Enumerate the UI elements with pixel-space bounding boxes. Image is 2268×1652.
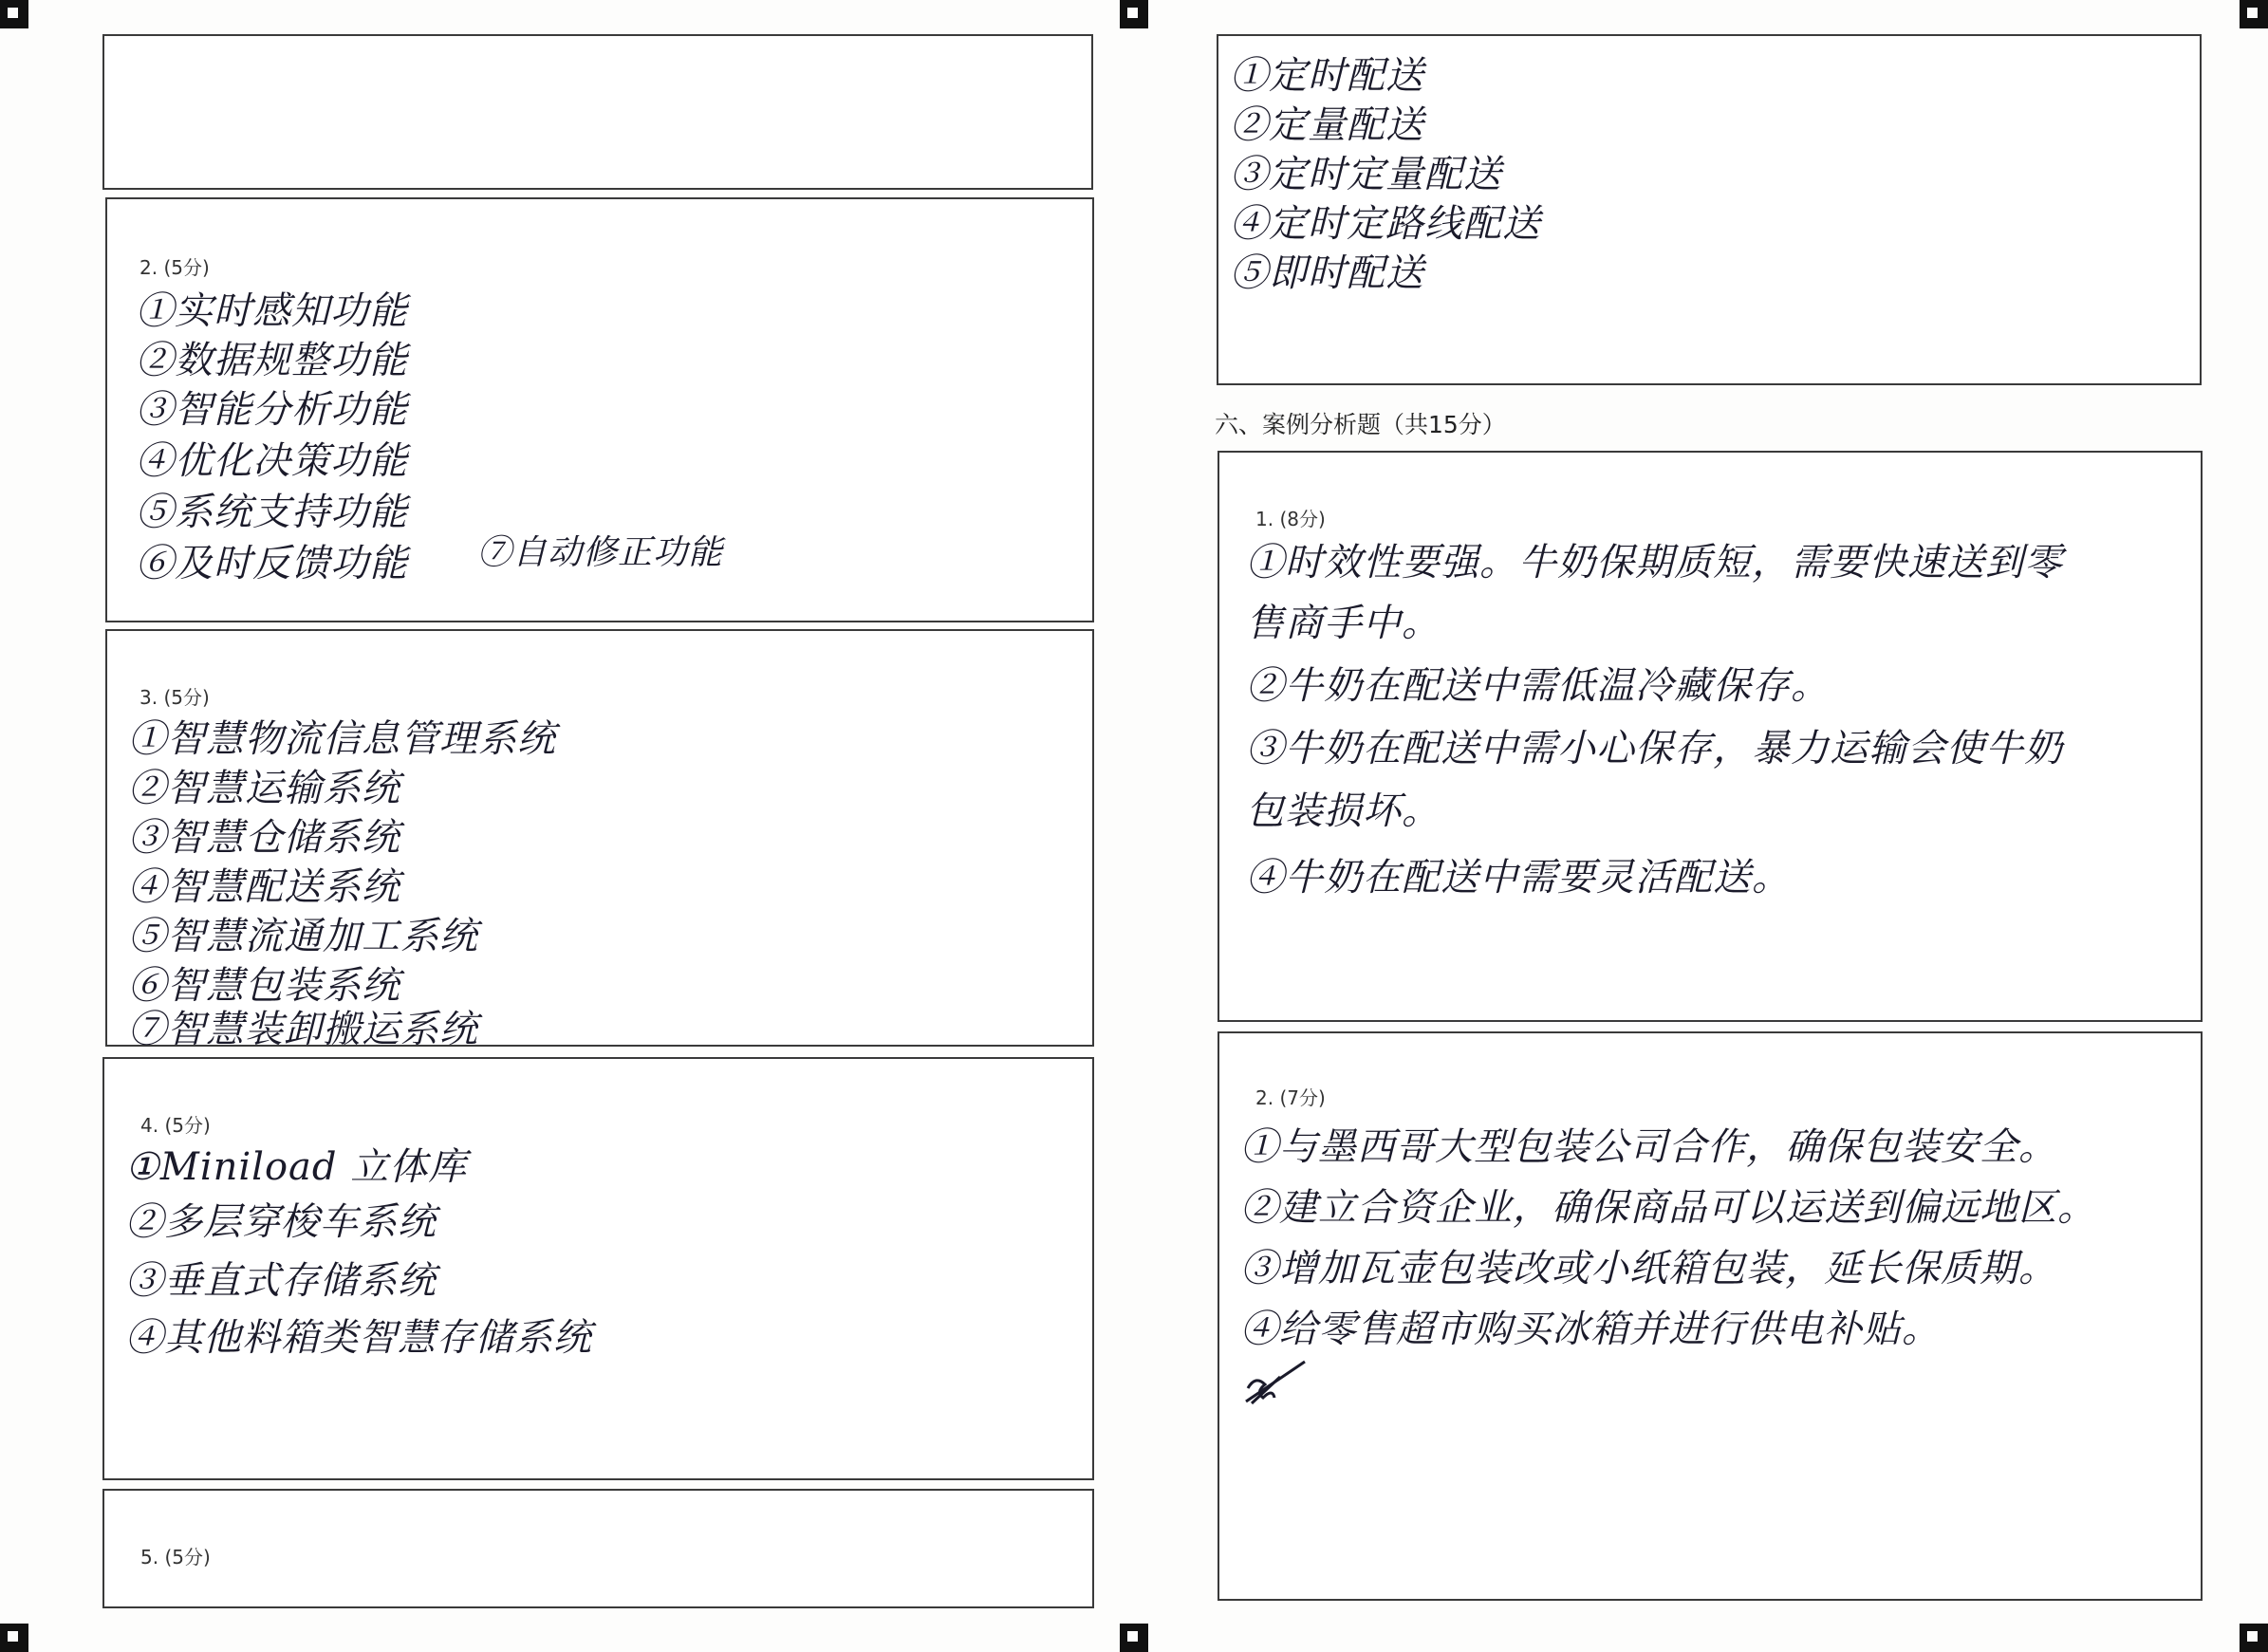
question-label: 2. (7分) [1255, 1086, 1326, 1109]
handwritten-answer-line: ⑦自动修正功能 [477, 533, 724, 572]
handwritten-answer-line: ①Miniload 立体库 [125, 1145, 468, 1189]
handwritten-answer-line: ③定时定量配送 [1230, 153, 1502, 196]
handwritten-answer-line: ⑥及时反馈功能 [136, 542, 408, 585]
handwritten-answer-line: ④定时定路线配送 [1230, 202, 1541, 246]
handwritten-answer-line: ②数据规整功能 [136, 339, 408, 382]
handwritten-answer-line: ①定时配送 [1230, 54, 1424, 98]
corner-marker-bottom-center [1120, 1624, 1148, 1652]
handwritten-answer-line: ⑥智慧包装系统 [128, 964, 400, 1008]
answer-box-q4 [102, 1057, 1094, 1480]
handwritten-answer-line: ④牛奶在配送中需要灵活配送。 [1246, 856, 1791, 900]
answer-box-q2 [105, 197, 1094, 622]
handwritten-answer-line: ③增加瓦壶包装改或小纸箱包装，延长保质期。 [1240, 1247, 2057, 1290]
handwritten-answer-line: ④给零售超市购买冰箱并进行供电补贴。 [1240, 1308, 1941, 1351]
corner-marker-bottom-left [0, 1624, 28, 1652]
answer-box-case-1 [1218, 451, 2203, 1022]
handwritten-answer-line: ⑤即时配送 [1230, 251, 1424, 295]
handwritten-answer-line: ④其他料箱类智慧存储系统 [125, 1316, 592, 1360]
answer-box-case-2 [1218, 1031, 2203, 1601]
handwritten-answer-line: ③智慧仓储系统 [128, 816, 400, 860]
handwritten-answer-line: ①时效性要强。牛奶保期质短，需要快速送到零 [1246, 541, 2063, 585]
handwritten-answer-line: ④智慧配送系统 [128, 865, 400, 909]
handwritten-answer-line: ②建立合资企业，确保商品可以运送到偏远地区。 [1240, 1186, 2096, 1230]
handwritten-answer-line: ①实时感知功能 [136, 289, 408, 333]
crossed-out-mark [1242, 1356, 1309, 1413]
handwritten-answer-line: ③垂直式存储系统 [125, 1259, 437, 1303]
handwritten-answer-line: ③牛奶在配送中需小心保存，暴力运输会使牛奶 [1246, 727, 2063, 770]
corner-marker-top-left [0, 0, 28, 28]
handwritten-answer-line: ②多层穿梭车系统 [125, 1200, 437, 1244]
handwritten-answer-line: ⑤系统支持功能 [136, 491, 408, 534]
answer-box-q1-continued [102, 34, 1093, 190]
handwritten-answer-line: ②智慧运输系统 [128, 767, 400, 810]
question-label: 3. (5分) [139, 686, 210, 709]
handwritten-answer-line: ②牛奶在配送中需低温冷藏保存。 [1246, 664, 1830, 708]
question-label: 1. (8分) [1255, 508, 1326, 530]
question-label: 4. (5分) [140, 1114, 211, 1137]
handwritten-answer-line: ④优化决策功能 [136, 439, 408, 483]
corner-marker-top-right [2240, 0, 2268, 28]
handwritten-answer-line: 售商手中。 [1246, 602, 1441, 645]
handwritten-answer-line: ⑤智慧流通加工系统 [128, 915, 478, 958]
handwritten-answer-line: ①智慧物流信息管理系统 [128, 717, 556, 761]
question-label: 5. (5分) [140, 1546, 211, 1568]
handwritten-answer-line: ③智能分析功能 [136, 388, 408, 432]
corner-marker-bottom-right [2240, 1624, 2268, 1652]
handwritten-answer-line: ⑦智慧装卸搬运系统 [128, 1008, 478, 1051]
answer-box-previous-continued [1217, 34, 2202, 385]
question-label: 2. (5分) [139, 256, 210, 279]
section-title: 六、案例分析题（共15分） [1215, 411, 1506, 438]
handwritten-answer-line: 包装损坏。 [1246, 789, 1441, 833]
answer-box-q3 [105, 629, 1094, 1051]
corner-marker-top-center [1120, 0, 1148, 28]
handwritten-answer-line: ②定量配送 [1230, 103, 1424, 147]
handwritten-answer-line: ①与墨西哥大型包装公司合作，确保包装安全。 [1240, 1125, 2057, 1169]
answer-box-q5 [102, 1489, 1094, 1608]
